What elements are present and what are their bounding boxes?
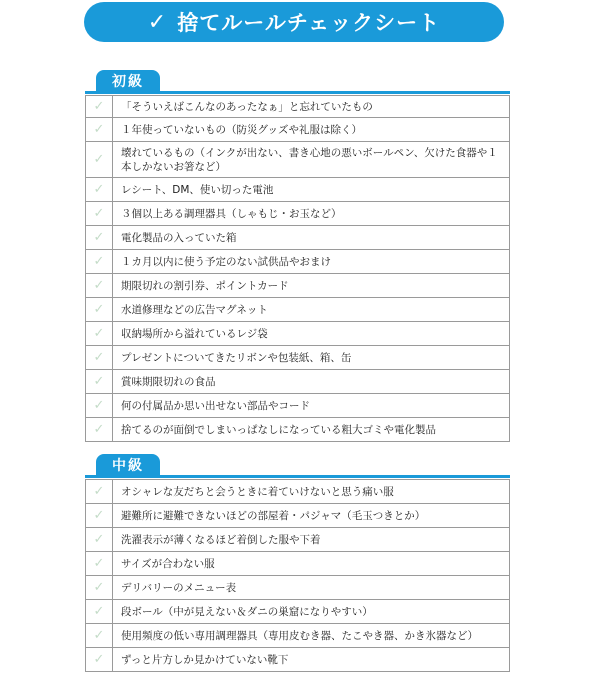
checklist-item-text: 水道修理などの広告マグネット bbox=[121, 303, 268, 316]
checklist-item bbox=[85, 298, 510, 322]
checklist-item bbox=[85, 552, 510, 576]
checkbox-icon[interactable]: ✓ bbox=[86, 624, 113, 647]
checklist-item-text: サイズが合わない服 bbox=[121, 557, 215, 570]
checkbox-icon[interactable]: ✓ bbox=[86, 480, 113, 503]
checkbox-icon[interactable]: ✓ bbox=[86, 298, 113, 321]
beginner-checklist bbox=[85, 95, 510, 442]
checklist-item bbox=[85, 576, 510, 600]
checkbox-icon[interactable]: ✓ bbox=[86, 504, 113, 527]
checkbox-icon[interactable]: ✓ bbox=[86, 552, 113, 575]
check-icon: ✓ bbox=[147, 9, 168, 35]
checklist-item bbox=[85, 480, 510, 504]
title-banner bbox=[84, 2, 504, 42]
checklist-item-text: 電化製品の入っていた箱 bbox=[121, 231, 237, 244]
checkbox-icon[interactable]: ✓ bbox=[86, 202, 113, 225]
checkbox-icon[interactable]: ✓ bbox=[86, 418, 113, 441]
checkbox-icon[interactable]: ✓ bbox=[86, 250, 113, 273]
checklist-item bbox=[85, 346, 510, 370]
checklist-item bbox=[85, 600, 510, 624]
checkbox-icon[interactable]: ✓ bbox=[86, 648, 113, 671]
checklist-item bbox=[85, 322, 510, 346]
checklist-item bbox=[85, 178, 510, 202]
intermediate-checklist bbox=[85, 479, 510, 672]
checklist-item bbox=[85, 648, 510, 672]
checkbox-icon[interactable]: ✓ bbox=[86, 322, 113, 345]
checkbox-icon[interactable]: ✓ bbox=[86, 528, 113, 551]
beginner-section-label: 初級 bbox=[96, 70, 160, 92]
checkbox-icon[interactable]: ✓ bbox=[86, 346, 113, 369]
checklist-item-text: １カ月以内に使う予定のない試供品やおまけ bbox=[121, 255, 331, 268]
beginner-section-divider bbox=[85, 91, 510, 94]
checklist-item-text: 収納場所から溢れているレジ袋 bbox=[121, 327, 268, 340]
checklist-item bbox=[85, 504, 510, 528]
checklist-item-text: 「そういえばこんなのあったなぁ」と忘れていたもの bbox=[121, 100, 373, 113]
checkbox-icon[interactable]: ✓ bbox=[86, 142, 113, 177]
checklist-item bbox=[85, 96, 510, 118]
page-title: 捨てルールチェックシート bbox=[177, 11, 441, 35]
checklist-item bbox=[85, 370, 510, 394]
checklist-item-text: 期限切れの割引券、ポイントカード bbox=[121, 279, 289, 292]
checklist-item-text: ３個以上ある調理器具（しゃもじ・お玉など） bbox=[121, 207, 342, 220]
checkbox-icon[interactable]: ✓ bbox=[86, 178, 113, 201]
checklist-item-text: 洗濯表示が薄くなるほど着倒した服や下着 bbox=[121, 533, 321, 546]
checkbox-icon[interactable]: ✓ bbox=[86, 226, 113, 249]
checklist-item bbox=[85, 394, 510, 418]
checkbox-icon[interactable]: ✓ bbox=[86, 118, 113, 141]
intermediate-section-label: 中級 bbox=[96, 454, 160, 476]
checklist-item-text: プレゼントについてきたリボンや包装紙、箱、缶 bbox=[121, 351, 352, 364]
checkbox-icon[interactable]: ✓ bbox=[86, 394, 113, 417]
checklist-item bbox=[85, 142, 510, 178]
intermediate-section-divider bbox=[85, 475, 510, 478]
checklist-item-text: 捨てるのが面倒でしまいっぱなしになっている粗大ゴミや電化製品 bbox=[121, 423, 436, 436]
checkbox-icon[interactable]: ✓ bbox=[86, 96, 113, 117]
checklist-item-text: １年使っていないもの（防災グッズや礼服は除く） bbox=[121, 123, 362, 136]
checkbox-icon[interactable]: ✓ bbox=[86, 576, 113, 599]
checklist-item-text: 段ボール（中が見えない＆ダニの巣窟になりやすい） bbox=[121, 605, 373, 618]
checklist-item-text: オシャレな友だちと会うときに着ていけないと思う痛い服 bbox=[121, 485, 394, 498]
checkbox-icon[interactable]: ✓ bbox=[86, 600, 113, 623]
checklist-item bbox=[85, 202, 510, 226]
checklist-item bbox=[85, 118, 510, 142]
checklist-item-text: 使用頻度の低い専用調理器具（専用皮むき器、たこやき器、かき氷器など） bbox=[121, 629, 478, 642]
checklist-item-text: 壊れているもの（インクが出ない、書き心地の悪いボールペン、欠けた食器や１本しかないお箸など） bbox=[121, 146, 498, 173]
checkbox-icon[interactable]: ✓ bbox=[86, 370, 113, 393]
checklist-item-text: 何の付属品か思い出せない部品やコード bbox=[121, 399, 310, 412]
checklist-item bbox=[85, 274, 510, 298]
checklist-item bbox=[85, 226, 510, 250]
checklist-item-text: デリバリーのメニュー表 bbox=[121, 581, 237, 594]
checklist-item bbox=[85, 624, 510, 648]
checklist-item-text: 避難所に避難できないほどの部屋着・パジャマ（毛玉つきとか） bbox=[121, 509, 426, 522]
checklist-item-text: レシート、DM、使い切った電池 bbox=[121, 183, 274, 196]
checkbox-icon[interactable]: ✓ bbox=[86, 274, 113, 297]
checklist-item bbox=[85, 528, 510, 552]
checklist-item-text: 賞味期限切れの食品 bbox=[121, 375, 216, 388]
checklist-item-text: ずっと片方しか見かけていない靴下 bbox=[121, 653, 289, 666]
checklist-item bbox=[85, 250, 510, 274]
checklist-item bbox=[85, 418, 510, 442]
